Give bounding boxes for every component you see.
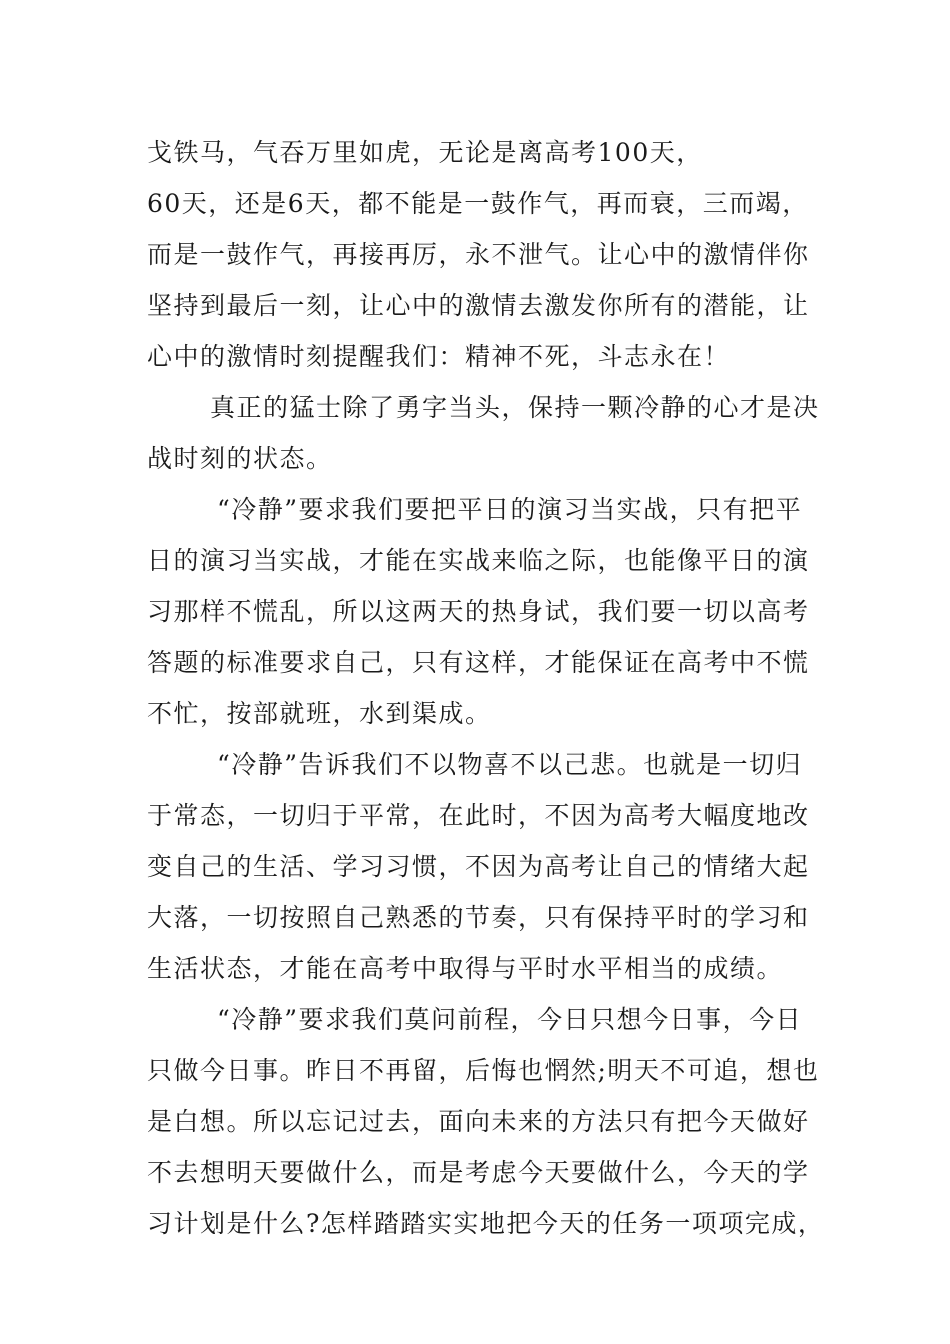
text-line: 习那样不慌乱，所以这两天的热身试，我们要一切以高考 xyxy=(147,597,810,626)
paragraph-first-line: “冷静”告诉我们不以物喜不以己悲。也就是一切归 xyxy=(217,750,803,779)
text-line: 不去想明天要做什么，而是考虑今天要做什么，今天的学 xyxy=(147,1158,810,1187)
text-line: 习计划是什么?怎样踏踏实实地把今天的任务一项项完成， xyxy=(147,1209,825,1238)
text-line: 戈铁马，气吞万里如虎，无论是离高考100天， xyxy=(147,138,703,167)
text-line: 变自己的生活、学习习惯，不因为高考让自己的情绪大起 xyxy=(147,852,810,881)
text-line: 战时刻的状态。 xyxy=(147,444,333,473)
text-line: 大落，一切按照自己熟悉的节奏，只有保持平时的学习和 xyxy=(147,903,810,932)
text-line: 坚持到最后一刻，让心中的激情去激发你所有的潜能，让 xyxy=(147,291,810,320)
body-text xyxy=(147,127,825,1249)
text-line: 于常态，一切归于平常，在此时，不因为高考大幅度地改 xyxy=(147,801,810,830)
text-line: 生活状态，才能在高考中取得与平时水平相当的成绩。 xyxy=(147,954,784,983)
text-line: 而是一鼓作气，再接再厉，永不泄气。让心中的激情伴你 xyxy=(147,240,810,269)
text-line: 日的演习当实战，才能在实战来临之际，也能像平日的演 xyxy=(147,546,810,575)
paragraph-first-line: “冷静”要求我们要把平日的演习当实战，只有把平 xyxy=(217,495,803,524)
text-line: 不忙，按部就班，水到渠成。 xyxy=(147,699,492,728)
paragraph-first-line: “冷静”要求我们莫问前程，今日只想今日事，今日 xyxy=(217,1005,803,1034)
text-line: 答题的标准要求自己，只有这样，才能保证在高考中不慌 xyxy=(147,648,810,677)
text-line: 60天，还是6天，都不能是一鼓作气，再而衰，三而竭， xyxy=(147,189,809,218)
paragraph-first-line: 真正的猛士除了勇字当头，保持一颗冷静的心才是决 xyxy=(210,393,820,422)
text-line: 只做今日事。昨日不再留，后悔也惘然;明天不可追，想也 xyxy=(147,1056,820,1085)
text-line: 是白想。所以忘记过去，面向未来的方法只有把今天做好 xyxy=(147,1107,810,1136)
text-line: 心中的激情时刻提醒我们：精神不死，斗志永在！ xyxy=(147,342,731,371)
